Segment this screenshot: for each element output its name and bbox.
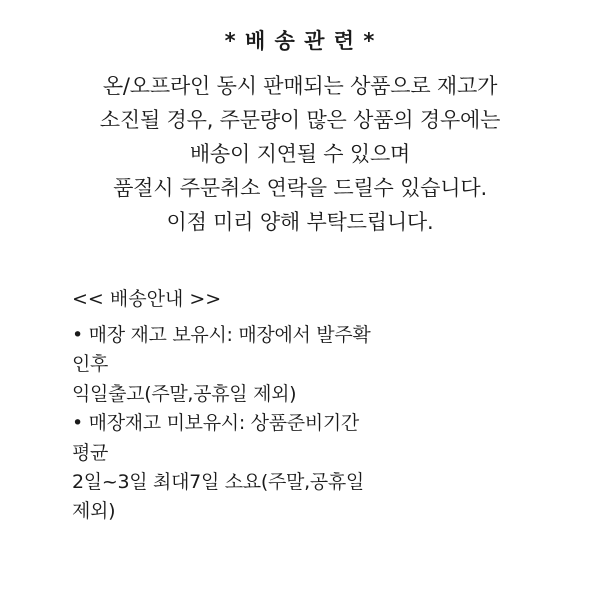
guide-item-4: • 매장재고 미보유시: 상품준비기간 [72, 412, 359, 435]
notice-line-4: 품절시 주문취소 연락을 드릴수 있습니다. [113, 176, 487, 201]
notice-line-2: 소진될 경우, 주문량이 많은 상품의 경우에는 [99, 108, 501, 133]
notice-line-1: 온/오프라인 동시 판매되는 상품으로 재고가 [102, 74, 498, 99]
notice-line-3: 배송이 지연될 수 있으며 [189, 142, 411, 167]
guide-item-2: 인후 [72, 353, 109, 376]
guide-item-3: 익일출고(주말,공휴일 제외) [72, 382, 297, 405]
notice-line-5: 이점 미리 양해 부탁드립니다. [166, 210, 434, 235]
section-divider-space [0, 239, 600, 285]
guide-item-1: • 매장 재고 보유시: 매장에서 발주확 [72, 323, 371, 346]
guide-item-7: 제외) [72, 500, 116, 523]
notice-title: * 배 송 관 련 * [224, 29, 376, 53]
shipping-guide-section [0, 285, 600, 527]
shipping-guide-title: << 배송안내 >> [72, 288, 222, 311]
notice-section [0, 0, 600, 239]
guide-item-5: 평균 [72, 441, 109, 464]
guide-item-6: 2일~3일 최대7일 소요(주말,공휴일 [72, 471, 364, 493]
